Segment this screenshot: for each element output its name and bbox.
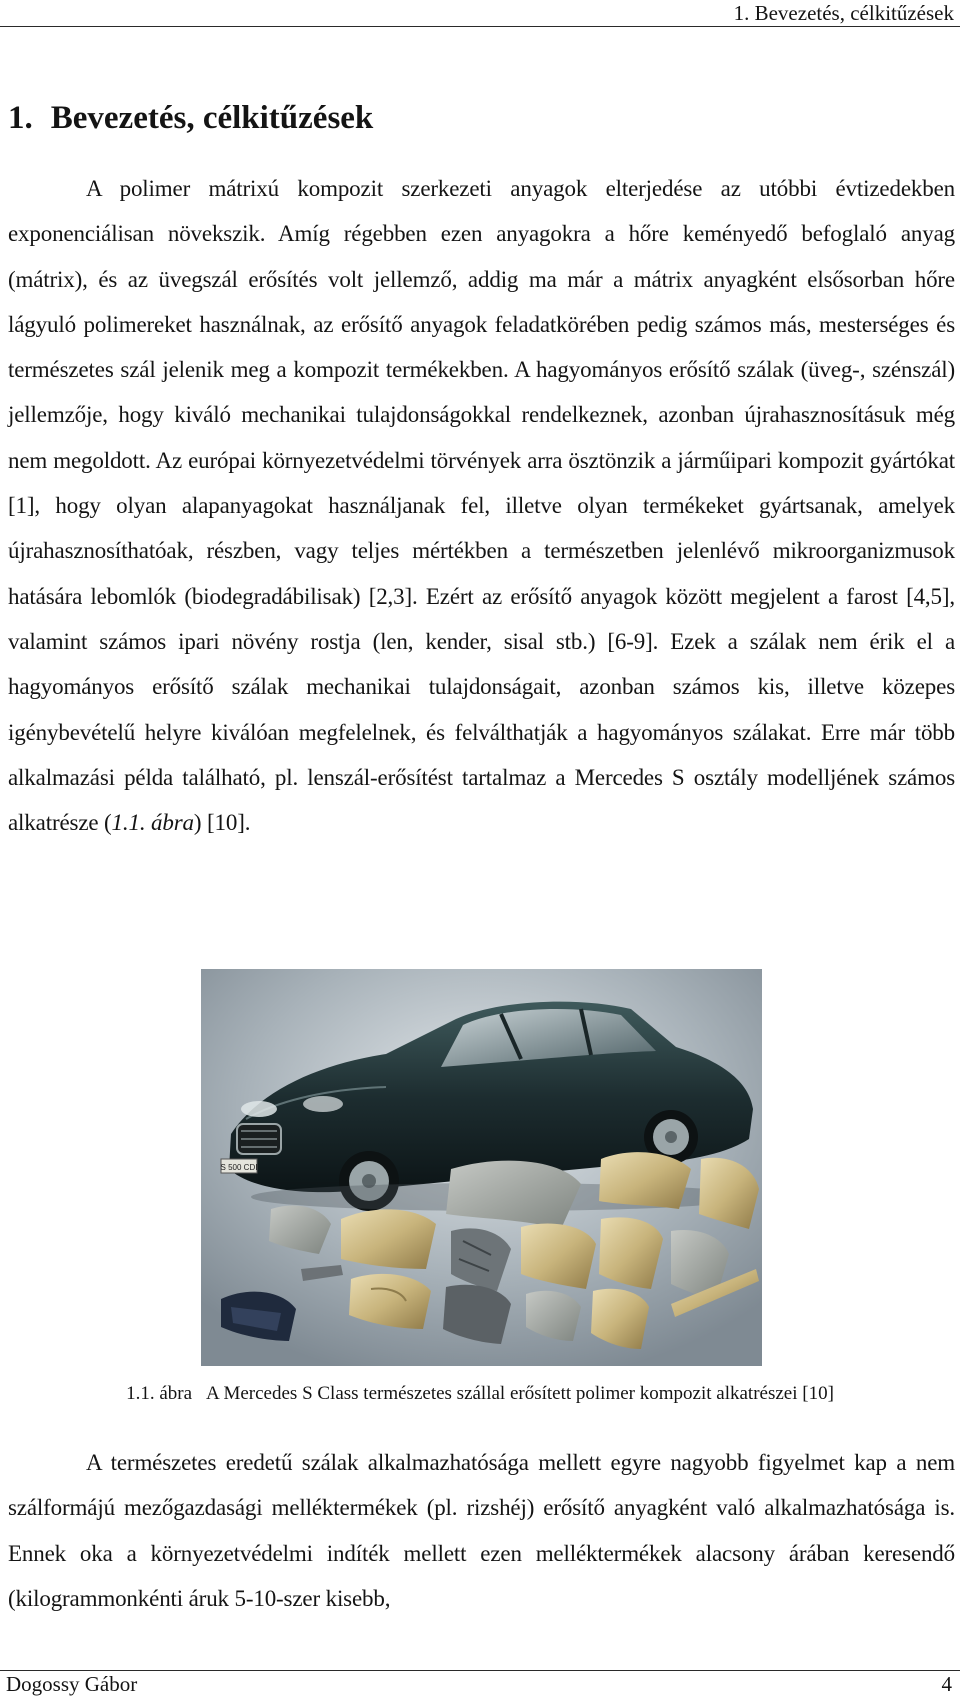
- chapter-title-text: Bevezetés, célkitűzések: [50, 100, 374, 136]
- paragraph-second: A természetes eredetű szálak alkalmazhatósága mellett egyre nagyobb figyelmet kap a nem szálformájú mezőgazdasági melléktermékek (pl. rizshéj) erősítő anyagként való alkalmazhatósága is. Ennek oka a környezetvédelmi indíték mellett ezen melléktermékek alacsony árában keresendő (kilogrammonkénti áruk 5-10-szer kisebb,: [8, 1450, 955, 1611]
- paragraph-intro: [8, 166, 955, 845]
- page-footer: [0, 1670, 960, 1696]
- footer-author: Dogossy Gábor: [6, 1672, 138, 1696]
- paragraph-intro-end: ) [10].: [193, 810, 251, 836]
- figure-caption-label: 1.1. ábra: [126, 1383, 193, 1404]
- chapter-number: 1.: [8, 100, 33, 136]
- paragraph-intro-text: A polimer mátrixú kompozit szerkezeti anyagok elterjedése az utóbbi évtizedekben exponenciálisan növekszik. Amíg régebben ezen anyagokra a hőre keményedő befoglaló anyag (mátrix), és az üvegszál erősítés volt jellemző, addig ma már a mátrix anyagként elsősorban hőre lágyuló polimereket használnak, az erősítő anyagok feladatkörében pedig számos más, mesterséges és természetes szál jelenik meg a kompozit termékekben. A hagyományos erősítő szálak (üveg-, szénszál) jellemzője, hogy kiváló mechanikai tulajdonságokkal rendelkeznek, azonban újrahasznosításuk még nem megoldott. Az európai környezetvédelmi törvények arra ösztönzik a járműipari kompozit gyártókat [1], hogy olyan alapanyagokat használjanak fel, illetve olyan termékeket gyártsanak, amelyek újrahasznosíthatóak, részben, vagy teljes mértékben a természetben jelenlévő mikroorganizmusok hatására lebomlók (biodegradábilisak) [2,3]. Ezért az erősítő anyagok között megjelent a farost [4,5], valamint számos ipari növény rostja (len, kender, sisal stb.) [6-9]. Ezek a szálak nem érik el a hagyományos erősítő szálak mechanikai tulajdonságait, azonban számos kis, illetve közepes igénybevételű helyre kiválóan megfelelnek, és felválthatják a hagyományos szálakat. Erre már több alkalmazási példa található, pl. lenszál-erősítést tartalmaz a Mercedes S osztály modelljének számos alkatrésze (: [8, 176, 955, 836]
- running-title: 1. Bevezetés, célkitűzések: [733, 1, 954, 25]
- figure-caption-text: A Mercedes S Class természetes szállal erősített polimer kompozit alkatrészei [10]: [206, 1383, 834, 1404]
- figure-reference: 1.1. ábra: [111, 810, 194, 836]
- figure-caption: [0, 1381, 960, 1407]
- running-header: [0, 0, 960, 27]
- page-number: 4: [941, 1672, 952, 1696]
- license-plate-text: S 500 CDI: [220, 1163, 258, 1172]
- figure-car-parts-photo: [201, 969, 762, 1366]
- chapter-title: [8, 100, 373, 137]
